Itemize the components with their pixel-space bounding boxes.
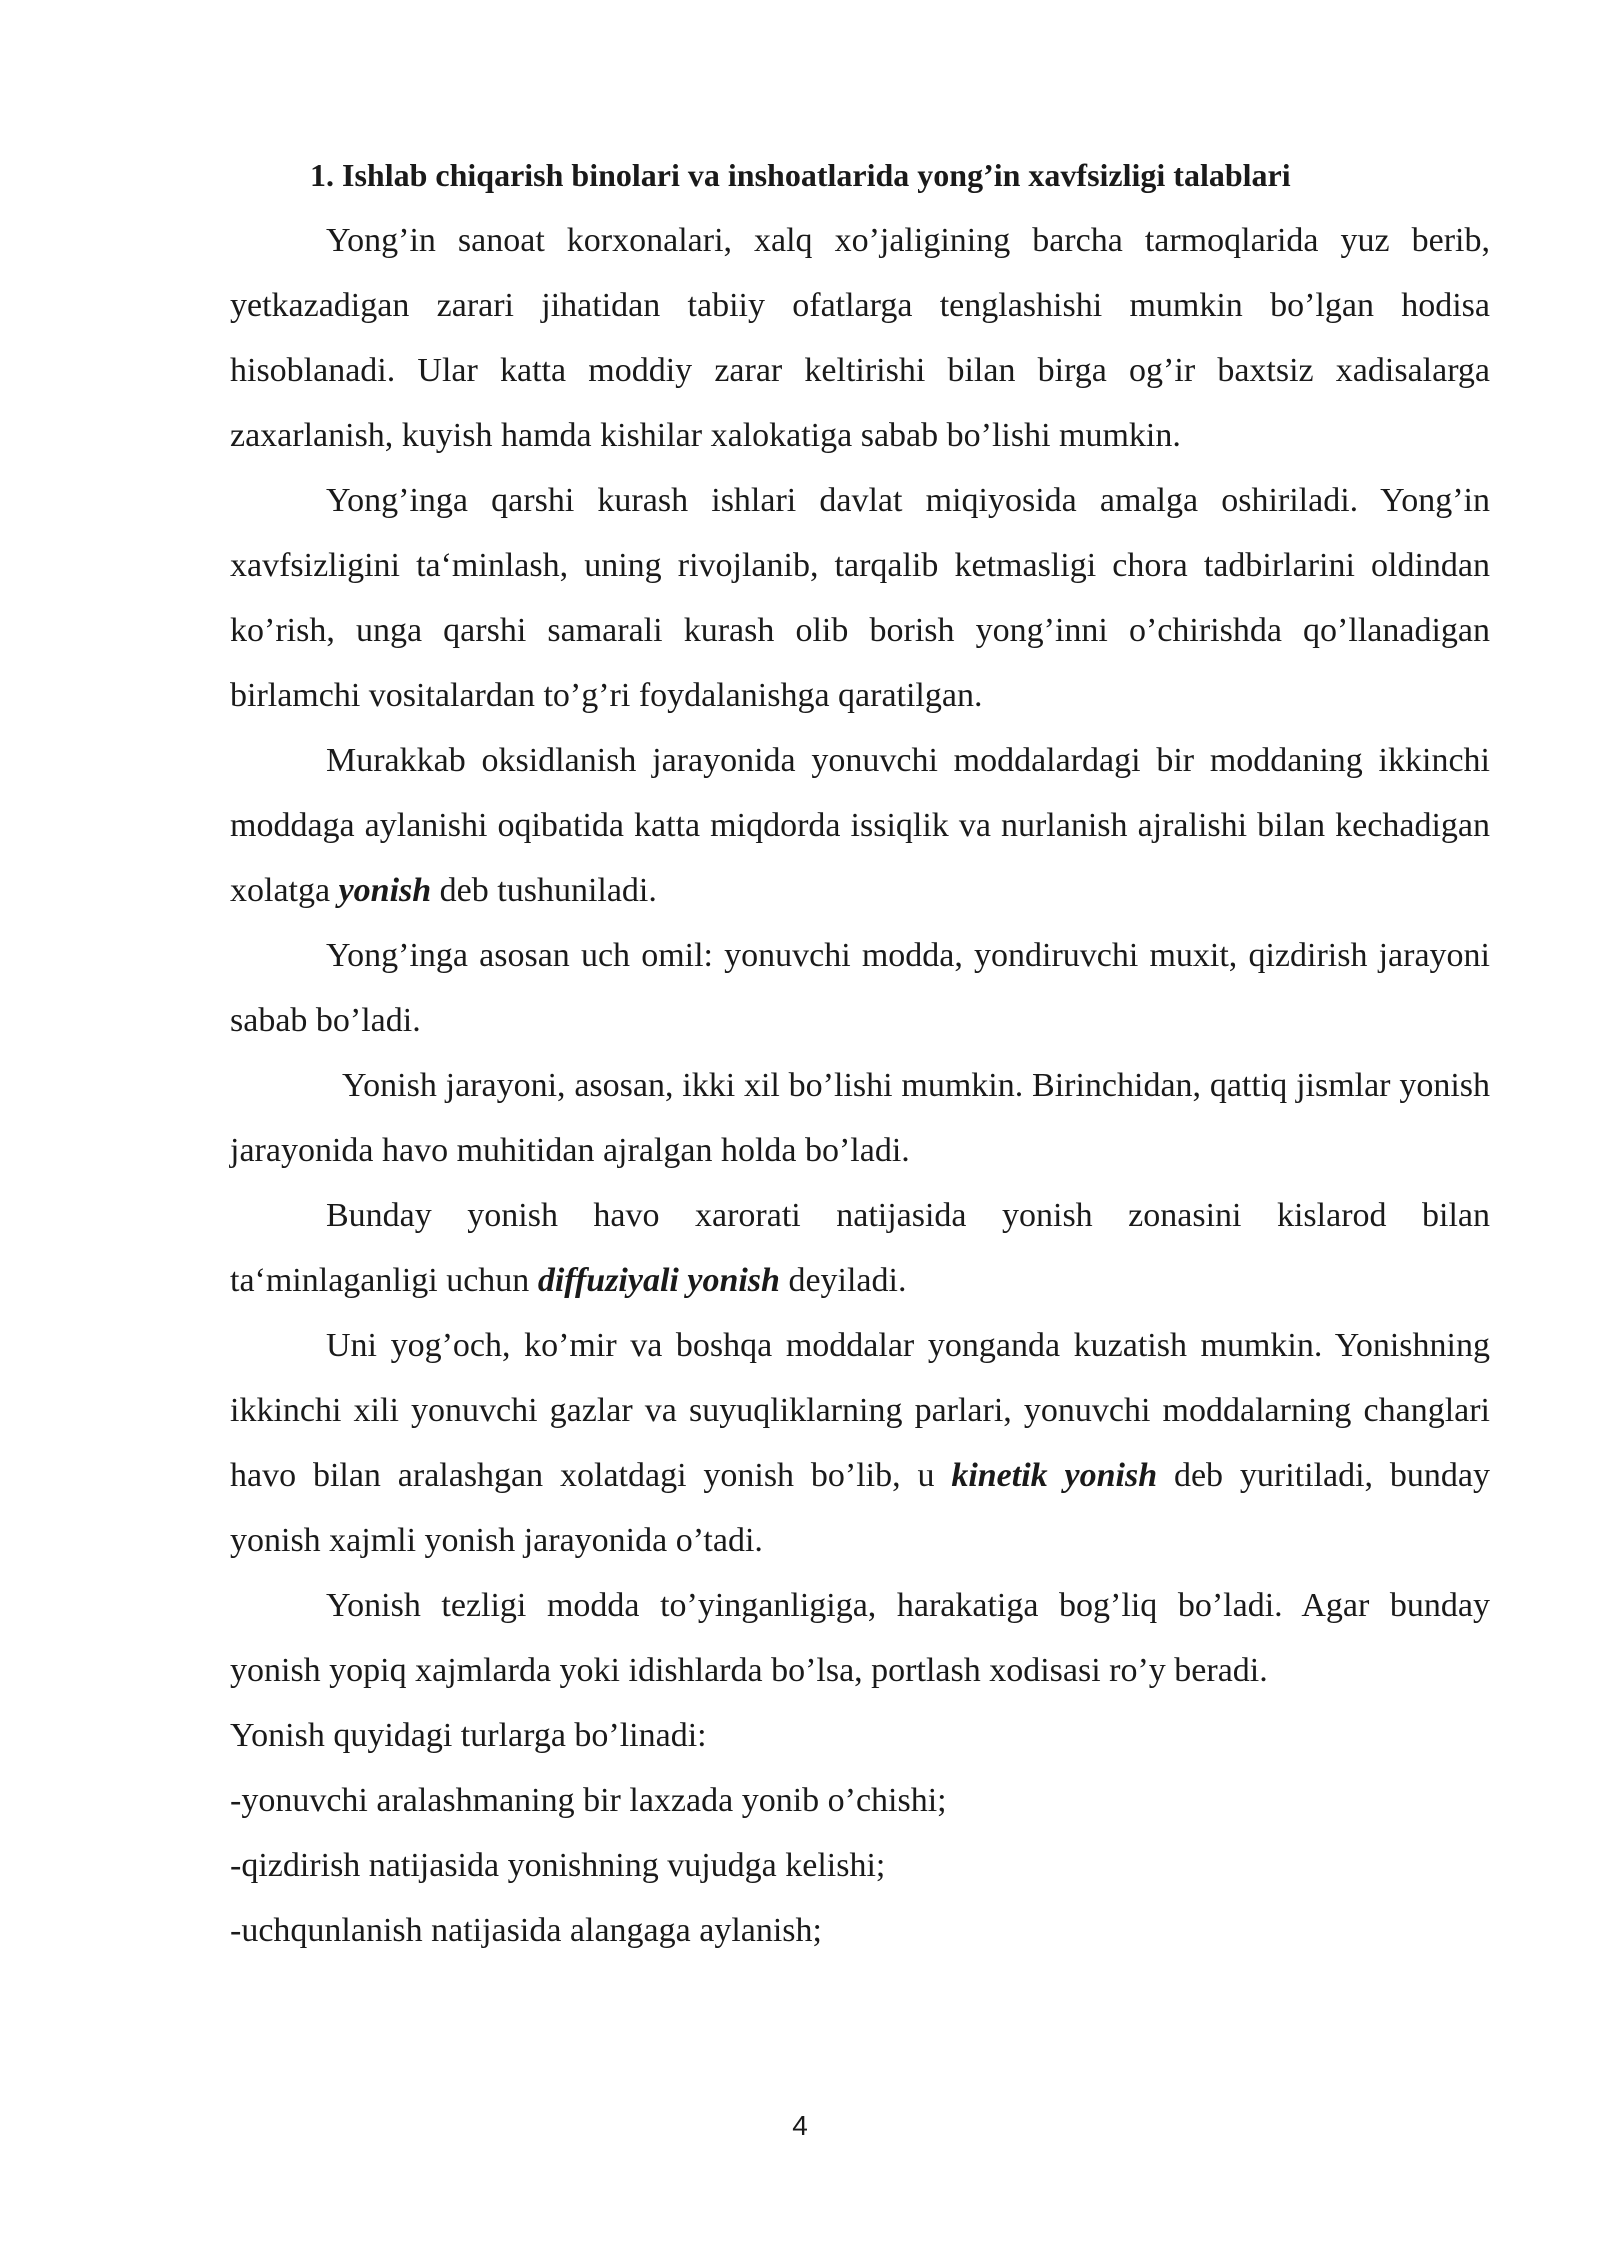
paragraph-text: Uni yog’och, ko’mir va boshqa moddalar yonganda kuzatish mumkin. Yonishning ikkinchi xili yonuvchi gazlar va suyuqliklarning parlari, yonuvchi moddalarning changlari havo bilan aralashgan xolatdagi yonish bo’lib, u — [230, 1327, 1490, 1494]
term-kinetik-yonish: kinetik yonish — [951, 1457, 1158, 1494]
paragraph-text: deb tushuniladi. — [431, 872, 657, 909]
term-diffuziyali-yonish: diffuziyali yonish — [537, 1262, 780, 1299]
list-intro: Yonish quyidagi turlarga bo’linadi: — [230, 1717, 707, 1754]
paragraph-diffusion-combustion — [230, 1183, 1490, 1313]
paragraph-kinetic-combustion — [230, 1313, 1490, 1573]
page-number: 4 — [792, 2110, 808, 2141]
paragraph-text: Bunday yonish havo xarorati natijasida yonish zonasini kislarod bilan ta‘minlaganligi uchun — [230, 1197, 1490, 1299]
document-page — [230, 150, 1490, 1963]
list-item: -yonuvchi aralashmaning bir laxzada yonib o’chishi; — [230, 1782, 947, 1819]
section-heading: 1. Ishlab chiqarish binolari va inshoatlarida yong’in xavfsizligi talablari — [310, 157, 1291, 193]
paragraph-text: deb yuritiladi, bunday yonish xajmli yonish jarayonida o’tadi. — [230, 1457, 1490, 1559]
paragraph-text: Murakkab oksidlanish jarayonida yonuvchi moddalardagi bir moddaning ikkinchi moddaga aylanishi oqibatida katta miqdorda issiqlik va nurlanish ajralishi bilan kechadigan xolatga — [230, 742, 1490, 909]
list-item: -qizdirish natijasida yonishning vujudga kelishi; — [230, 1847, 886, 1884]
term-yonish: yonish — [338, 872, 432, 909]
paragraph-text: deyiladi. — [779, 1262, 907, 1299]
paragraph-combustion-speed: Yonish tezligi modda to’yinganligiga, harakatiga bog’liq bo’ladi. Agar bunday yonish yopiq xajmlarda yoki idishlarda bo’lsa, portlash xodisasi ro’y beradi. — [230, 1587, 1490, 1689]
list-item: -uchqunlanish natijasida alangaga aylanish; — [230, 1912, 822, 1949]
paragraph-fire-definition: Yong’in sanoat korxonalari, xalq xo’jaligining barcha tarmoqlarida yuz berib, yetkazadigan zarari jihatidan tabiiy ofatlarga tenglashishi mumkin bo’lgan hodisa hisoblanadi. Ular katta moddiy zarar keltirishi bilan birga og’ir baxtsiz xadisalarga zaxarlanish, kuyish hamda kishilar xalokatiga sabab bo’lishi mumkin. — [230, 222, 1490, 454]
paragraph-three-factors: Yong’inga asosan uch omil: yonuvchi modda, yondiruvchi muxit, qizdirish jarayoni sabab bo’ladi. — [230, 937, 1490, 1039]
paragraph-fire-fighting: Yong’inga qarshi kurash ishlari davlat miqiyosida amalga oshiriladi. Yong’in xavfsizligini ta‘minlash, uning rivojlanib, tarqalib ketmasligi chora tadbirlarini oldindan ko’rish, unga qarshi samarali kurash olib borish yong’inni o’chirishda qo’llanadigan birlamchi vositalardan to’g’ri foydalanishga qaratilgan. — [230, 482, 1490, 714]
paragraph-combustion-definition — [230, 728, 1490, 923]
paragraph-combustion-types: Yonish jarayoni, asosan, ikki xil bo’lishi mumkin. Birinchidan, qattiq jismlar yonish jarayonida havo muhitidan ajralgan holda bo’ladi. — [230, 1067, 1490, 1169]
